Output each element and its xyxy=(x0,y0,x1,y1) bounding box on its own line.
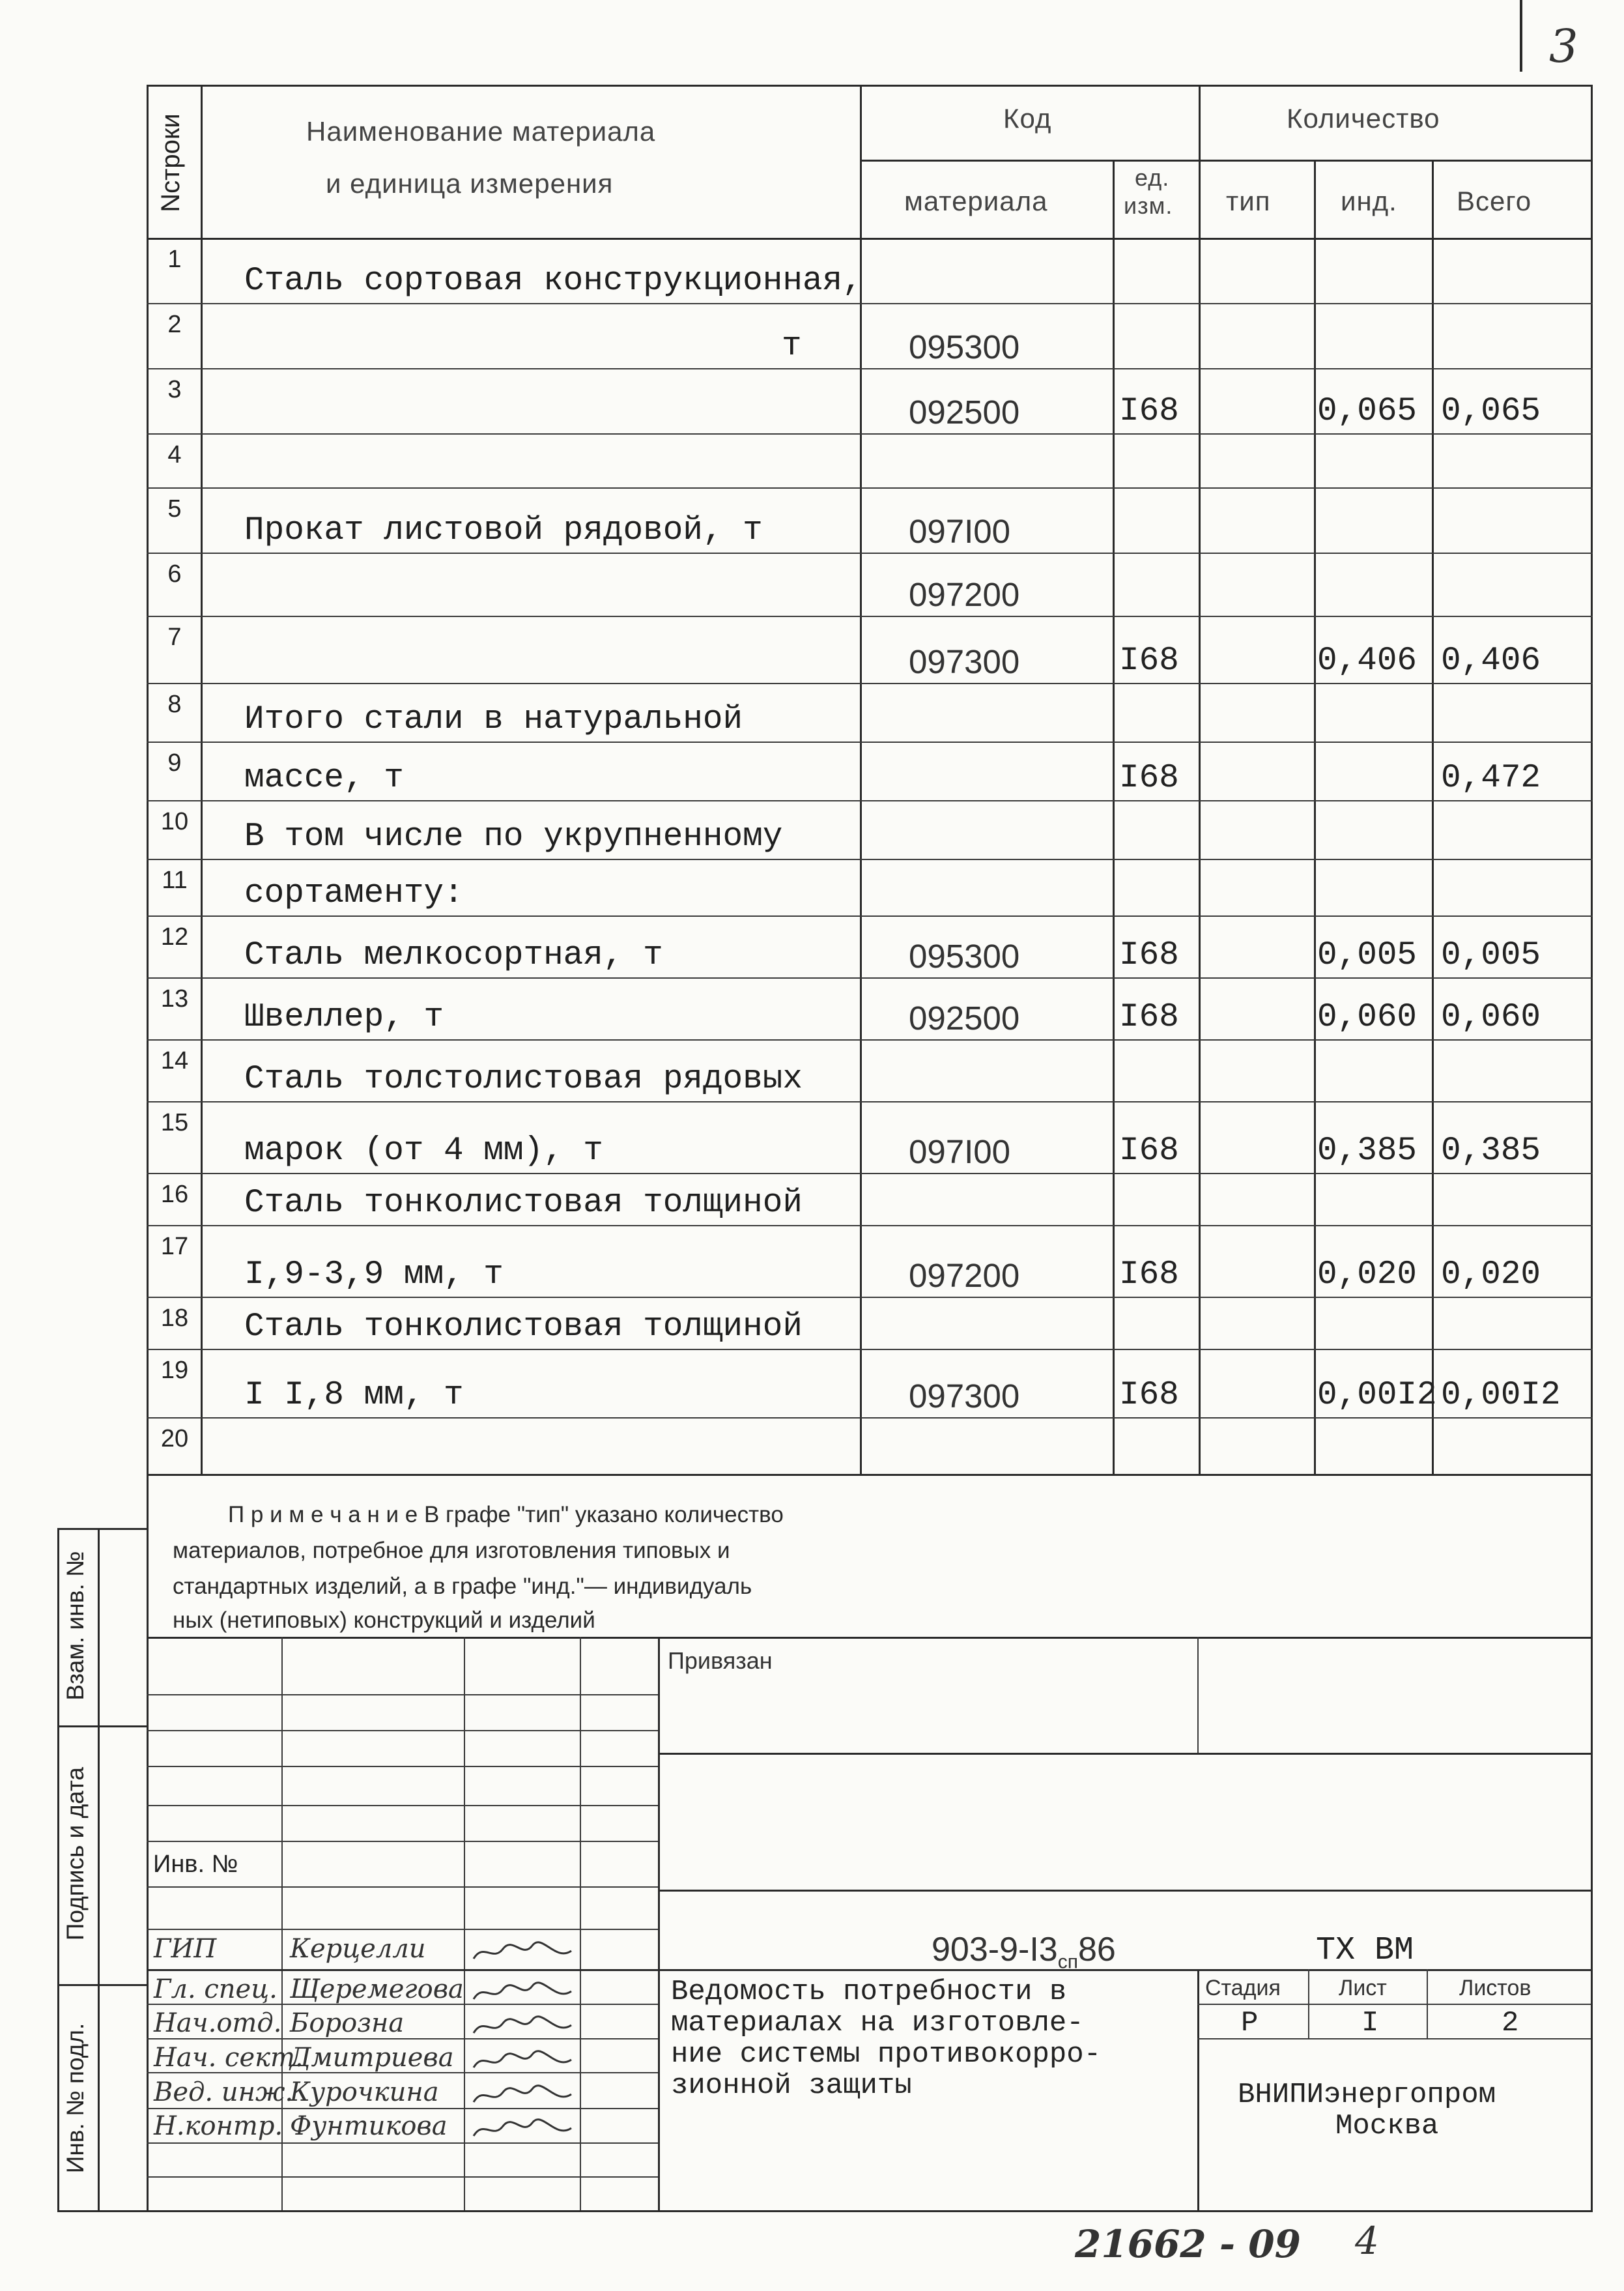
side-strip-bottom xyxy=(57,2210,149,2212)
sheets-label: Листов xyxy=(1459,1976,1531,2000)
header-name-line2: и единица измерения xyxy=(326,168,614,199)
header-name-line1: Наименование материала xyxy=(306,116,656,147)
row-separator xyxy=(147,915,1593,917)
row-separator xyxy=(147,1101,1593,1102)
row-name: Прокат листовой рядовой, т xyxy=(244,512,763,549)
row-name: марок (от 4 мм), т xyxy=(244,1132,603,1170)
sheet-label: Лист xyxy=(1339,1976,1387,2000)
row-unit: I68 xyxy=(1119,1377,1179,1414)
row-name: Сталь тонколистовая толщиной xyxy=(244,1308,803,1346)
title-right-divider xyxy=(1197,1969,1199,2210)
stage-col-1 xyxy=(1308,1969,1309,2038)
row-unit: I68 xyxy=(1119,760,1179,797)
row-separator xyxy=(147,368,1593,369)
signer-role: Вед. инж. xyxy=(154,2077,294,2107)
signature-scribble xyxy=(470,2048,575,2074)
row-unit: I68 xyxy=(1119,642,1179,680)
row-code: 097200 xyxy=(909,576,1020,613)
sig-row-10 xyxy=(147,2038,658,2039)
row-total: 0,00I2 xyxy=(1441,1377,1561,1414)
row-separator xyxy=(147,553,1593,554)
stamp-top-border xyxy=(147,1637,1593,1639)
page-number-divider xyxy=(1520,0,1522,72)
stamp-bottom-border xyxy=(147,2210,1593,2212)
row-separator xyxy=(147,1417,1593,1419)
sig-row-5 xyxy=(147,1841,658,1842)
doc-code xyxy=(932,1930,1116,1973)
row-unit: I68 xyxy=(1119,393,1179,430)
row-separator xyxy=(147,1173,1593,1174)
row-separator xyxy=(147,1349,1593,1350)
row-number: 4 xyxy=(167,441,182,468)
sig-col-4 xyxy=(658,1637,660,2210)
signer-name: Керцелли xyxy=(290,1934,426,1964)
note-line2: материалов, потребное для изготовления типовых и xyxy=(173,1538,730,1563)
row-name: Швеллер, т xyxy=(244,999,444,1036)
row-separator xyxy=(147,616,1593,617)
page-number: 3 xyxy=(1549,20,1578,73)
table-top-border xyxy=(147,85,1593,87)
sheet-value: I xyxy=(1361,2007,1379,2039)
row-total: 0,065 xyxy=(1441,393,1541,430)
doc-code-main: 903-9-I3 xyxy=(932,1931,1058,1968)
signer-name: Дмитриева xyxy=(290,2043,454,2073)
sig-row-13 xyxy=(147,2142,658,2144)
stamp-left-border xyxy=(147,1474,149,2212)
row-separator xyxy=(147,1039,1593,1041)
row-code: 095300 xyxy=(909,328,1020,366)
row-separator xyxy=(147,1225,1593,1226)
sig-row-7 xyxy=(147,1929,658,1930)
row-code: 097I00 xyxy=(909,1133,1010,1170)
org-line2: Москва xyxy=(1335,2110,1439,2142)
signer-name: Щеремегова xyxy=(290,1974,464,2004)
row-code: 097I00 xyxy=(909,513,1010,550)
row-code: 095300 xyxy=(909,938,1020,975)
row-unit: I68 xyxy=(1119,999,1179,1036)
col-line-type xyxy=(1314,160,1316,1474)
row-ind: 0,060 xyxy=(1317,999,1417,1036)
stage-label: Стадия xyxy=(1205,1976,1281,2000)
header-unit-line2: изм. xyxy=(1124,192,1173,219)
row-separator xyxy=(147,303,1593,304)
row-separator xyxy=(147,1297,1593,1298)
signer-role: Нач.отд. xyxy=(154,2008,282,2038)
sig-row-1 xyxy=(147,1694,658,1695)
row-ind: 0,020 xyxy=(1317,1256,1417,1293)
col-line-code xyxy=(1113,160,1115,1474)
row-total: 0,005 xyxy=(1441,937,1541,974)
header-row-number: Nстроки xyxy=(156,113,185,212)
sig-col-2 xyxy=(464,1637,465,2210)
side-strip-sep1 xyxy=(57,1725,149,1727)
row-name: массе, т xyxy=(244,760,404,797)
row-number: 2 xyxy=(167,311,182,338)
note-line1: П р и м е ч а н и е В графе "тип" указано количество xyxy=(228,1502,784,1527)
row-separator xyxy=(147,800,1593,801)
row-separator xyxy=(147,487,1593,489)
row-separator xyxy=(147,742,1593,743)
row-total: 0,020 xyxy=(1441,1256,1541,1293)
row-number: 19 xyxy=(160,1357,189,1384)
header-material: материала xyxy=(904,186,1048,216)
row-name: В том числе по укрупненному xyxy=(244,818,783,856)
doc-mark: ТХ ВМ xyxy=(1316,1932,1414,1969)
stamp-right-border xyxy=(1591,1474,1593,2212)
row-total: 0,472 xyxy=(1441,760,1541,797)
table-right-border xyxy=(1591,85,1593,1476)
sig-row-14 xyxy=(147,2176,658,2178)
row-name: Сталь мелкосортная, т xyxy=(244,937,663,974)
mid-area-bottom xyxy=(658,1890,1591,1892)
row-number: 3 xyxy=(167,376,182,403)
row-number: 11 xyxy=(162,867,188,894)
row-code: 097300 xyxy=(909,643,1020,680)
sig-row-8 xyxy=(147,1969,1593,1971)
row-ind: 0,00I2 xyxy=(1317,1377,1437,1414)
col-line-rownum xyxy=(201,85,203,1474)
header-unit-line1: ед. xyxy=(1135,164,1170,191)
privyazan-bottom xyxy=(658,1753,1591,1755)
header-code: Код xyxy=(1003,103,1052,134)
side-label-inv-podl: Инв. № подл. xyxy=(62,2023,89,2174)
sig-row-12 xyxy=(147,2108,658,2109)
bottom-archive-number: 21662 - 09 xyxy=(1075,2222,1301,2266)
table-bottom-border xyxy=(147,1474,1593,1476)
table-left-border xyxy=(147,85,149,1476)
title-line3: ние системы противокорро- xyxy=(671,2038,1102,2071)
row-separator xyxy=(147,977,1593,979)
row-separator xyxy=(147,683,1593,684)
row-separator xyxy=(147,433,1593,435)
header-mid-line xyxy=(860,160,1591,162)
col-line-ind xyxy=(1432,160,1434,1474)
stage-header-line xyxy=(1197,2004,1591,2005)
row-number: 7 xyxy=(167,624,182,651)
row-number: 17 xyxy=(160,1233,189,1260)
signature-scribble xyxy=(470,1980,575,2006)
row-total: 0,406 xyxy=(1441,642,1541,680)
row-code: 097300 xyxy=(909,1377,1020,1415)
side-strip-sep2 xyxy=(57,1984,149,1986)
note-line3: стандартных изделий, а в графе "инд."— индивидуаль xyxy=(173,1574,752,1599)
row-code: 092500 xyxy=(909,394,1020,431)
title-line4: зионной защиты xyxy=(671,2069,912,2102)
doc-code-sub: сп xyxy=(1057,1951,1078,1973)
row-number: 10 xyxy=(160,808,189,835)
row-unit: I68 xyxy=(1119,937,1179,974)
signature-scribble xyxy=(470,1939,575,1965)
stage-col-2 xyxy=(1427,1969,1428,2038)
row-name: сортаменту: xyxy=(244,875,464,912)
header-total: Всего xyxy=(1457,186,1532,216)
sig-col-3 xyxy=(580,1637,581,2210)
row-number: 18 xyxy=(160,1304,189,1332)
side-strip-left xyxy=(57,1528,59,2212)
doc-code-tail: 86 xyxy=(1077,1931,1116,1968)
col-line-unit xyxy=(1199,85,1201,1474)
title-line2: материалах на изготовле- xyxy=(671,2007,1084,2039)
row-ind: 0,406 xyxy=(1317,642,1417,680)
row-ind: 0,065 xyxy=(1317,393,1417,430)
signature-scribble xyxy=(470,2116,575,2142)
row-ind: 0,385 xyxy=(1317,1132,1417,1170)
sig-row-4 xyxy=(147,1805,658,1806)
signature-scribble xyxy=(470,2082,575,2109)
row-separator xyxy=(147,859,1593,860)
row-name: Сталь сортовая конструкционная, xyxy=(244,263,862,300)
row-number: 12 xyxy=(160,923,189,951)
row-unit: I68 xyxy=(1119,1256,1179,1293)
header-bottom-line xyxy=(147,238,1593,240)
side-strip-mid xyxy=(98,1528,100,2212)
header-quantity: Количество xyxy=(1287,103,1440,134)
sig-row-2 xyxy=(147,1730,658,1731)
note-line4: ных (нетиповых) конструкций и изделий xyxy=(173,1607,595,1633)
row-name: Сталь тонколистовая толщиной xyxy=(244,1185,803,1222)
signer-name: Борозна xyxy=(290,2008,405,2038)
side-label-vzam: Взам. инв. № xyxy=(62,1551,89,1701)
side-label-podpis: Подпись и дата xyxy=(62,1766,89,1941)
signature-scribble xyxy=(470,2013,575,2039)
row-number: 6 xyxy=(167,560,182,588)
privyazan-divider xyxy=(1197,1637,1199,1754)
row-number: 14 xyxy=(160,1047,189,1074)
row-number: 20 xyxy=(160,1425,189,1452)
sig-row-3 xyxy=(147,1766,658,1767)
signer-role: Нач. сект. xyxy=(154,2043,304,2073)
row-number: 16 xyxy=(160,1181,189,1208)
sheets-value: 2 xyxy=(1502,2007,1519,2039)
signer-name: Фунтикова xyxy=(290,2111,448,2141)
stage-value: Р xyxy=(1241,2007,1259,2039)
sig-row-6 xyxy=(147,1886,658,1888)
row-name: Сталь толстолистовая рядовых xyxy=(244,1061,803,1098)
header-type: тип xyxy=(1226,186,1271,216)
signer-role: Гл. спец. xyxy=(154,1974,278,2004)
row-name: I I,8 мм, т xyxy=(244,1377,464,1414)
signer-role: Н.контр. xyxy=(154,2111,283,2141)
row-number: 9 xyxy=(167,749,182,777)
row-name: т xyxy=(782,328,802,365)
title-line1: Ведомость потребности в xyxy=(671,1976,1067,2008)
signer-role: ГИП xyxy=(154,1934,217,1964)
org-line1: ВНИПИэнергопром xyxy=(1238,2079,1496,2111)
row-name: I,9-3,9 мм, т xyxy=(244,1256,504,1293)
row-total: 0,385 xyxy=(1441,1132,1541,1170)
row-total: 0,060 xyxy=(1441,999,1541,1036)
row-number: 5 xyxy=(167,495,182,523)
inv-no-label: Инв. № xyxy=(153,1851,238,1878)
header-ind: инд. xyxy=(1341,186,1397,216)
privyazan-label: Привязан xyxy=(668,1647,773,1674)
row-code: 097200 xyxy=(909,1257,1020,1294)
signer-name: Курочкина xyxy=(290,2077,439,2107)
bottom-archive-suffix: 4 xyxy=(1355,2219,1379,2263)
row-code: 092500 xyxy=(909,1000,1020,1037)
row-number: 1 xyxy=(167,246,182,273)
row-name: Итого стали в натуральной xyxy=(244,701,743,738)
row-number: 8 xyxy=(167,691,182,718)
row-number: 13 xyxy=(160,985,189,1013)
row-ind: 0,005 xyxy=(1317,937,1417,974)
row-unit: I68 xyxy=(1119,1132,1179,1170)
row-number: 15 xyxy=(160,1109,189,1136)
